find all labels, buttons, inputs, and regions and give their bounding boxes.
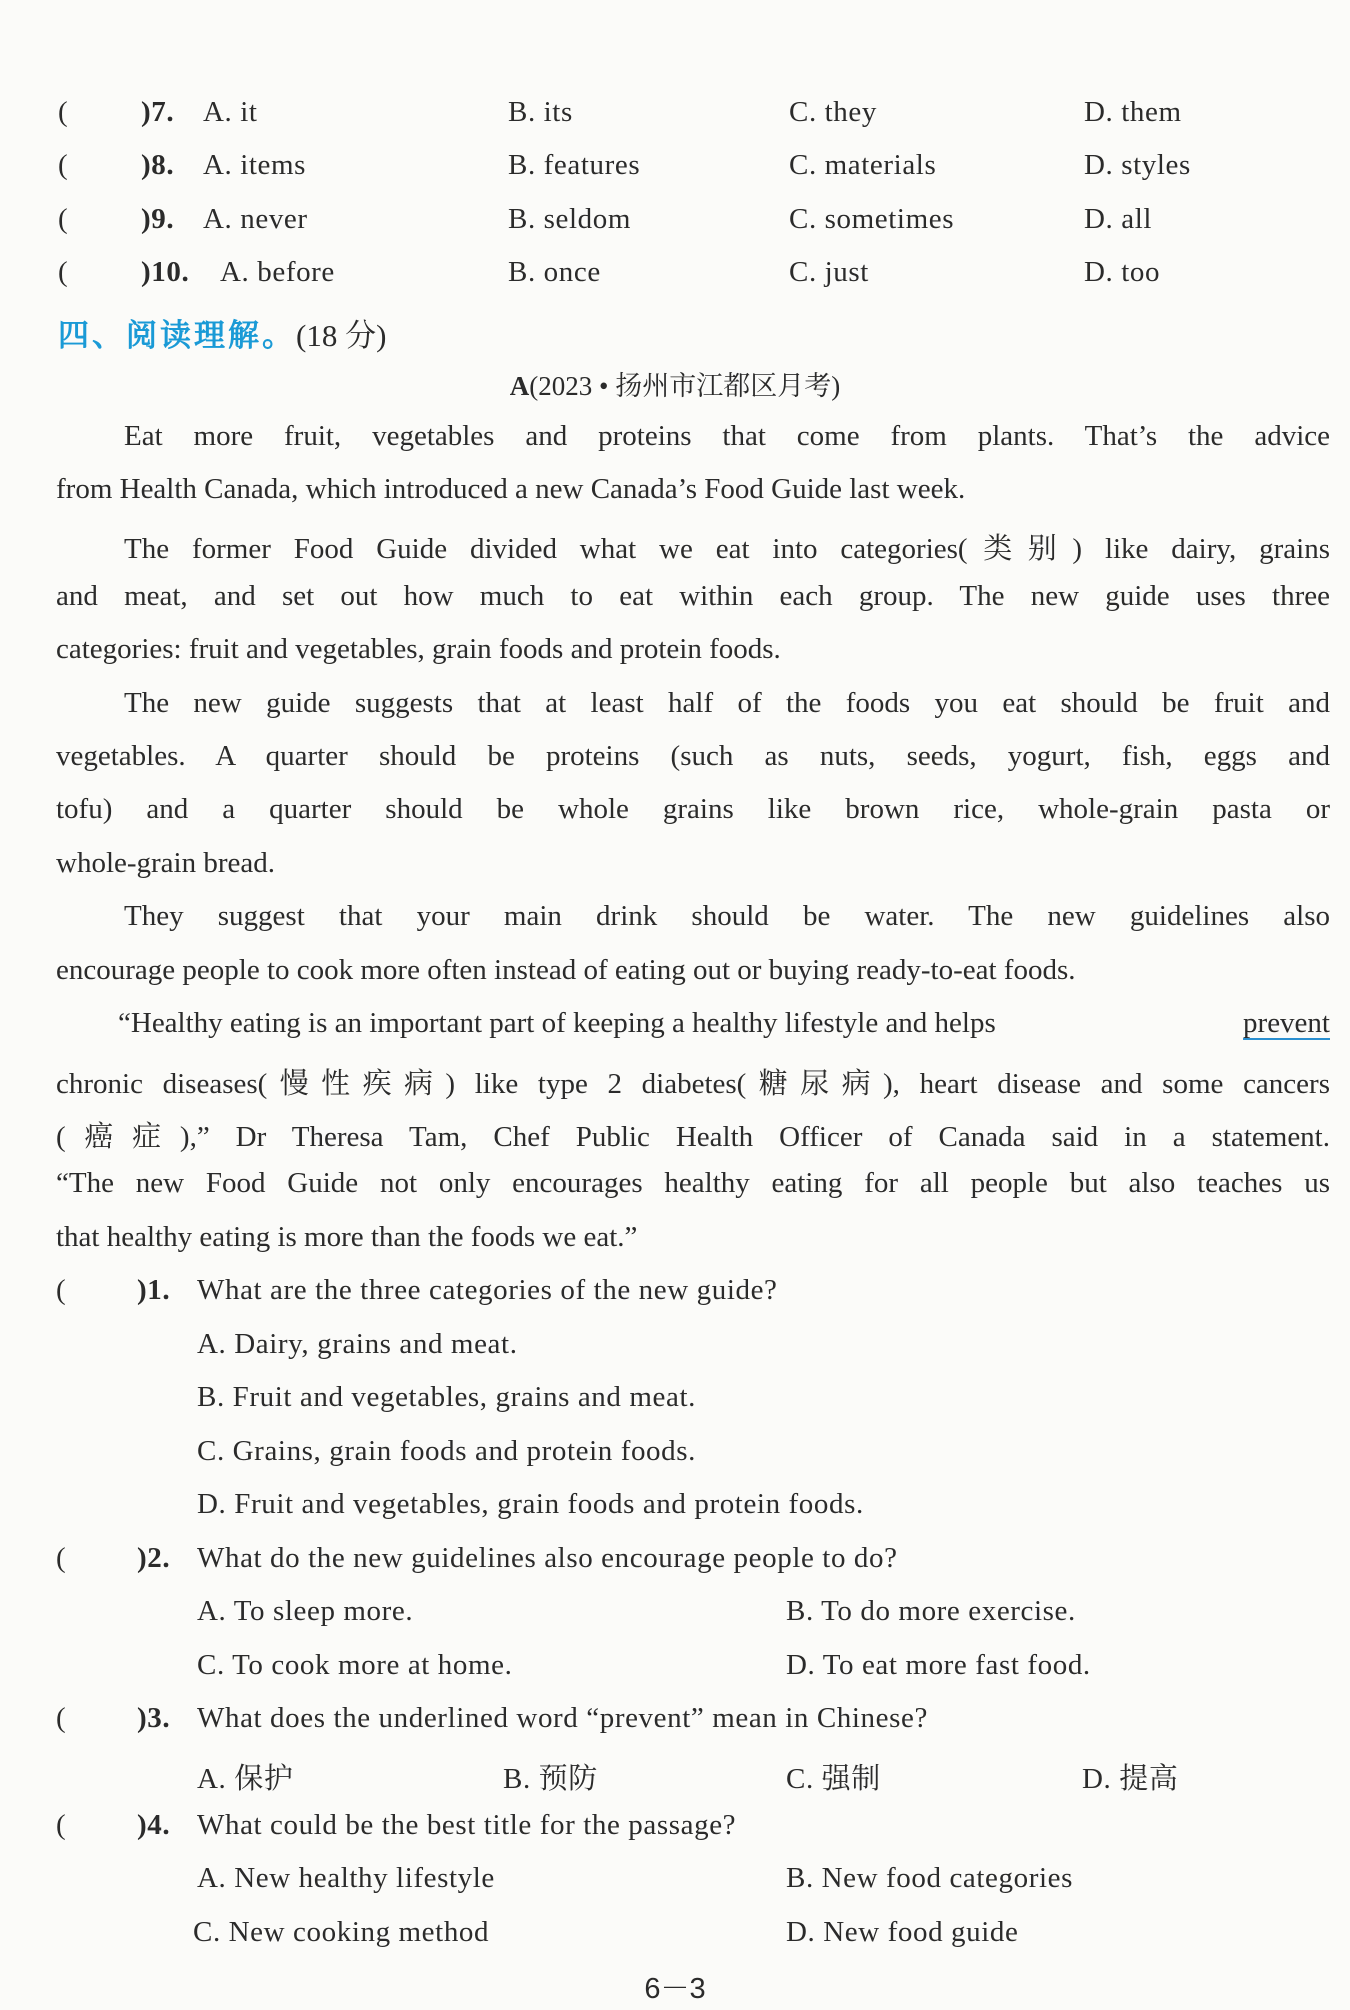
passage-line: The former Food Guide divided what we eat into categories(类别) like dairy, grains: [124, 533, 1330, 565]
question-number: )4.: [137, 1809, 171, 1841]
option-d: D. all: [1084, 203, 1153, 235]
option-a: A. never: [203, 203, 308, 235]
passage-line: and meat, and set out how much to eat within each group. The new guide uses three: [56, 580, 1330, 612]
passage-line: (癌症),” Dr Theresa Tam, Chef Public Health Officer of Canada said in a statement.: [56, 1121, 1330, 1153]
question-1-option-a: [0, 1328, 1350, 1368]
option-text: A. Dairy, grains and meat.: [197, 1328, 518, 1360]
option-b: B. New food categories: [786, 1862, 1074, 1894]
option-c: C. materials: [789, 149, 937, 181]
question-1-option-c: [0, 1435, 1350, 1475]
option-a: A. it: [203, 96, 258, 128]
option-a: A. before: [220, 256, 335, 288]
option-c: C. sometimes: [789, 203, 955, 235]
option-d: D. styles: [1084, 149, 1191, 181]
passage-source: (2023 • 扬州市江都区月考): [529, 371, 841, 401]
option-text: C. Grains, grain foods and protein foods.: [197, 1435, 696, 1467]
option-a: A. New healthy lifestyle: [197, 1862, 495, 1894]
section-title: 四、阅读理解。: [58, 318, 296, 354]
question-4: [0, 1809, 1350, 1849]
option-d: D. To eat more fast food.: [786, 1649, 1091, 1681]
underlined-word-prevent: prevent: [1243, 1007, 1330, 1039]
answer-bracket: (: [56, 1809, 67, 1841]
answer-bracket: (: [56, 1542, 67, 1574]
passage-line: that healthy eating is more than the foods we eat.”: [56, 1221, 638, 1253]
option-a: A. 保护: [197, 1763, 294, 1795]
option-c: C. they: [789, 96, 877, 128]
option-a: A. items: [203, 149, 307, 181]
question-1-option-d: [0, 1488, 1350, 1528]
answer-bracket: (: [58, 203, 69, 235]
passage-line: whole-grain bread.: [56, 847, 276, 879]
question-2: [0, 1542, 1350, 1582]
passage-line: They suggest that your main drink should be water. The new guidelines also: [124, 900, 1330, 932]
cloze-item-10: [0, 256, 1350, 296]
question-3: [0, 1702, 1350, 1742]
question-number: )3.: [137, 1702, 171, 1734]
passage-line-with-underline: [118, 1007, 1330, 1040]
page-number: 6－3: [644, 1973, 706, 2005]
option-c: C. New cooking method: [193, 1916, 490, 1948]
passage-subtitle: [0, 364, 1350, 403]
option-a: A. To sleep more.: [197, 1595, 414, 1627]
cloze-item-7: [0, 96, 1350, 136]
question-4-options-row-1: [0, 1862, 1350, 1902]
answer-bracket: (: [58, 149, 69, 181]
question-stem: What could be the best title for the passage?: [197, 1809, 737, 1841]
cloze-item-8: [0, 149, 1350, 189]
option-d: D. New food guide: [786, 1916, 1019, 1948]
option-d: D. 提高: [1082, 1763, 1179, 1795]
passage-line-text: “Healthy eating is an important part of keeping a healthy lifestyle and helps: [118, 1007, 996, 1039]
answer-bracket: (: [58, 256, 69, 288]
option-b: B. features: [508, 149, 641, 181]
passage-line: tofu) and a quarter should be whole grains like brown rice, whole-grain pasta or: [56, 793, 1330, 825]
item-number: )10.: [141, 256, 190, 288]
option-d: D. too: [1084, 256, 1161, 288]
option-b: B. its: [508, 96, 573, 128]
passage-line: The new guide suggests that at least half of the foods you eat should be fruit and: [124, 687, 1330, 719]
option-d: D. them: [1084, 96, 1182, 128]
option-b: B. 预防: [503, 1763, 598, 1795]
question-stem: What are the three categories of the new guide?: [197, 1274, 778, 1306]
question-1-option-b: [0, 1381, 1350, 1421]
answer-bracket: (: [58, 96, 69, 128]
passage-line: categories: fruit and vegetables, grain foods and protein foods.: [56, 633, 781, 665]
section-heading: [58, 310, 386, 355]
item-number: )9.: [141, 203, 175, 235]
passage-line: from Health Canada, which introduced a new Canada’s Food Guide last week.: [56, 473, 966, 505]
passage-line: “The new Food Guide not only encourages healthy eating for all people but also teaches us: [56, 1167, 1330, 1199]
cloze-item-9: [0, 203, 1350, 243]
item-number: )8.: [141, 149, 175, 181]
passage-label: A: [509, 371, 530, 401]
option-b: B. once: [508, 256, 601, 288]
question-stem: What do the new guidelines also encourage people to do?: [197, 1542, 898, 1574]
passage-line: encourage people to cook more often instead of eating out or buying ready-to-eat foods.: [56, 954, 1076, 986]
option-c: C. 强制: [786, 1763, 881, 1795]
question-2-options-row-1: [0, 1595, 1350, 1635]
option-c: C. just: [789, 256, 869, 288]
question-2-options-row-2: [0, 1649, 1350, 1689]
question-number: )1.: [137, 1274, 171, 1306]
question-3-options: [0, 1756, 1350, 1796]
option-c: C. To cook more at home.: [197, 1649, 513, 1681]
section-points: (18 分): [296, 318, 387, 353]
option-text: D. Fruit and vegetables, grain foods and protein foods.: [197, 1488, 864, 1520]
passage-line: Eat more fruit, vegetables and proteins that come from plants. That’s the advice: [124, 420, 1330, 452]
answer-bracket: (: [56, 1274, 67, 1306]
question-1: [0, 1274, 1350, 1314]
passage-line: vegetables. A quarter should be proteins (such as nuts, seeds, yogurt, fish, eggs and: [56, 740, 1330, 772]
answer-bracket: (: [56, 1702, 67, 1734]
option-b: B. seldom: [508, 203, 632, 235]
option-b: B. To do more exercise.: [786, 1595, 1076, 1627]
option-text: B. Fruit and vegetables, grains and meat.: [197, 1381, 696, 1413]
passage-line: chronic diseases(慢性疾病) like type 2 diabetes(糖尿病), heart disease and some cancers: [56, 1068, 1330, 1100]
question-stem: What does the underlined word “prevent” mean in Chinese?: [197, 1702, 928, 1734]
question-4-options-row-2: [0, 1916, 1350, 1956]
item-number: )7.: [141, 96, 175, 128]
question-number: )2.: [137, 1542, 171, 1574]
